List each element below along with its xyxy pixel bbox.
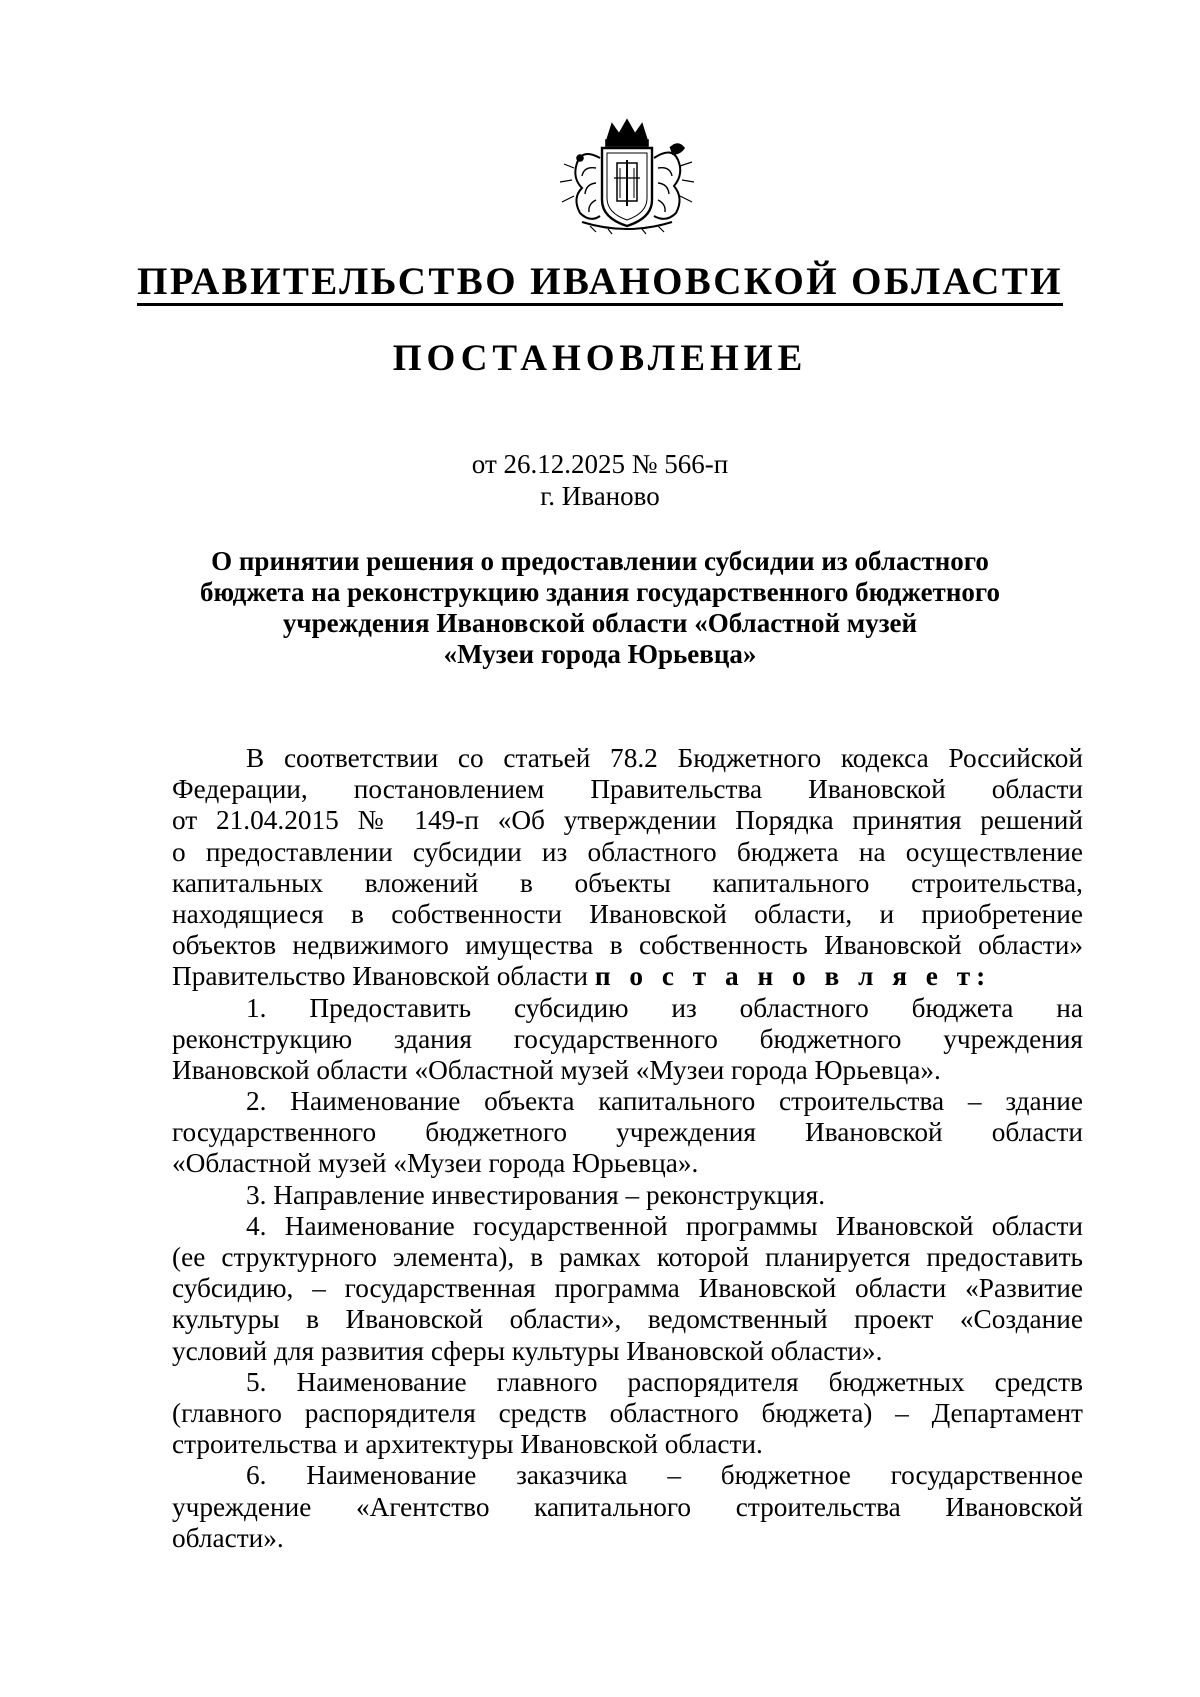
body-line: области». (172, 1522, 284, 1553)
body-line: 3. Направление инвестирования – реконструкция. (246, 1179, 826, 1210)
subject-line: бюджета на реконструкцию здания государственного бюджетного (200, 577, 1000, 607)
body-line: условий для развития сферы культуры Ивановской области». (172, 1335, 883, 1366)
body-line: «Областной музей «Музеи города Юрьевца». (172, 1148, 699, 1179)
document-type: ПОСТАНОВЛЕНИЕ (392, 338, 808, 379)
body-line: строительства и архитектуры Ивановской области. (172, 1429, 763, 1460)
body-line: 1. Предоставить субсидию из областного бюджета на (246, 992, 1083, 1023)
document-subject (150, 546, 1050, 670)
body-line: находящиеся в собственности Ивановской области, и приобретение (172, 898, 1083, 929)
body-line: 2. Наименование объекта капитального строительства – здание (246, 1086, 1083, 1117)
body-line: 6. Наименование заказчика – бюджетное государственное (246, 1460, 1083, 1491)
body-line: государственного бюджетного учреждения Ивановской области (172, 1117, 1083, 1148)
document-body (172, 743, 1083, 1554)
body-line: учреждение «Агентство капитального строительства Ивановской (172, 1491, 1083, 1522)
city: г. Иваново (540, 481, 660, 511)
coat-of-arms-icon (552, 118, 702, 236)
body-line: от 21.04.2015 № 149-п «Об утверждении Порядка принятия решений (172, 805, 1083, 836)
resolution-word: п о с т а н о в л я е т: (594, 961, 992, 992)
body-line (172, 961, 1083, 992)
body-line: Федерации, постановлением Правительства Ивановской области (172, 774, 1083, 805)
body-line: реконструкцию здания государственного бюджетного учреждения (172, 1023, 1083, 1054)
body-line: капитальных вложений в объекты капитального строительства, (172, 867, 1083, 898)
government-title-text: ПРАВИТЕЛЬСТВО ИВАНОВСКОЙ ОБЛАСТИ (137, 260, 1063, 306)
body-line: культуры в Ивановской области», ведомственный проект «Создание (172, 1304, 1083, 1335)
body-line-text: Правительство Ивановской области (172, 961, 588, 992)
body-line: (главного распорядителя средств областного бюджета) – Департамент (172, 1397, 1083, 1428)
date-number: от 26.12.2025 № 566-п (471, 449, 729, 479)
body-line: объектов недвижимого имущества в собственность Ивановской области» (172, 930, 1083, 961)
subject-line: О принятии решения о предоставлении субсидии из областного (211, 546, 989, 576)
document-meta (0, 448, 1200, 512)
body-line: (ее структурного элемента), в рамках которой планируется предоставить (172, 1242, 1083, 1272)
body-line: о предоставлении субсидии из областного бюджета на осуществление (172, 836, 1083, 867)
subject-line: «Музеи города Юрьевца» (443, 639, 757, 669)
body-line: Ивановской области «Областной музей «Музеи города Юрьевца». (172, 1054, 941, 1085)
government-title (0, 256, 1200, 308)
body-line: В соответствии со статьей 78.2 Бюджетного кодекса Российской (246, 743, 1083, 773)
body-line: 4. Наименование государственной программы Ивановской области (246, 1210, 1083, 1241)
subject-line: учреждения Ивановской области «Областной музей (282, 608, 918, 638)
body-line: субсидию, – государственная программа Ивановской области «Развитие (172, 1273, 1083, 1304)
body-line: 5. Наименование главного распорядителя бюджетных средств (246, 1366, 1083, 1397)
